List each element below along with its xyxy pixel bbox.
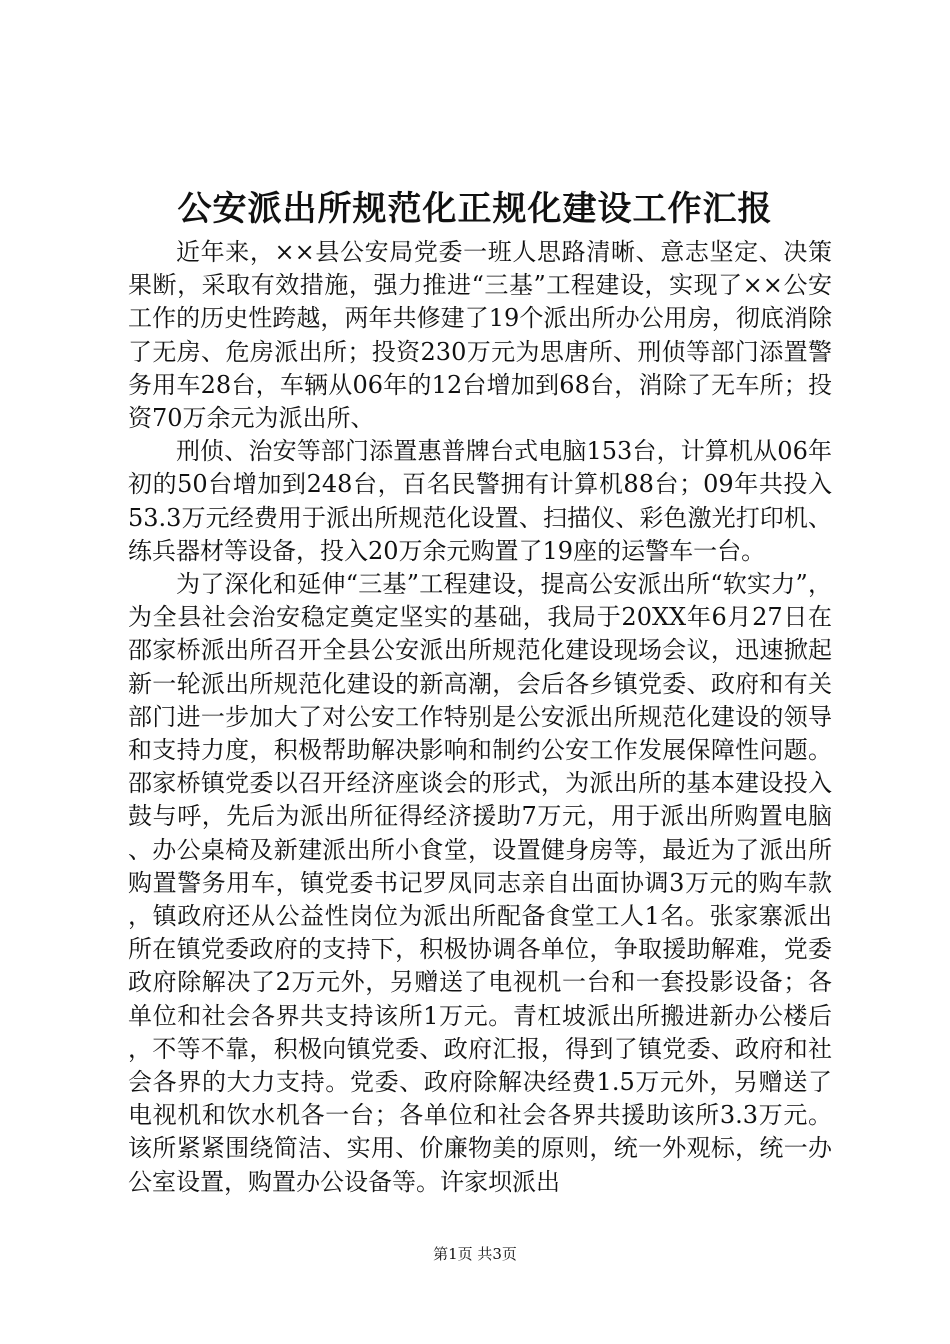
paragraph: 刑侦、治安等部门添置惠普牌台式电脑153台，计算机从06年初的50台增加到248台，百名民警拥有计算机88台；09年共投入53.3万元经费用于派出所规范化设置、扫描仪、彩色激光打印机、练兵器材等设备，投入20万余元购置了19座的运警车一台。 (128, 437, 832, 565)
page-number: 第1页 共3页 (433, 1245, 517, 1263)
page-footer (0, 1244, 950, 1264)
paragraph: 为了深化和延伸“三基”工程建设，提高公安派出所“软实力”，为全县社会治安稳定奠定坚实的基础，我局于20XX年6月27日在邵家桥派出所召开全县公安派出所规范化建设现场会议，迅速掀起新一轮派出所规范化建设的新高潮，会后各乡镇党委、政府和有关部门进一步加大了对公安工作特别是公安派出所规范化建设的领导和支持力度，积极帮助解决影响和制约公安工作发展保障性问题。邵家桥镇党委以召开经济座谈会的形式，为派出所的基本建设投入鼓与呼，先后为派出所征得经济援助7万元，用于派出所购置电脑、办公桌椅及新建派出所小食堂，设置健身房等，最近为了派出所购置警务用车，镇党委书记罗凤同志亲自出面协调3万元的购车款，镇政府还从公益性岗位为派出所配备食堂工人1名。张家寨派出所在镇党委政府的支持下，积极协调各单位，争取援助解难，党委政府除解决了2万元外，另赠送了电视机一台和一套投影设备；各单位和社会各界共支持该所1万元。青杠坡派出所搬进新办公楼后，不等不靠，积极向镇党委、政府汇报，得到了镇党委、政府和社会各界的大力支持。党委、政府除解决经费1.5万元外，另赠送了电视机和饮水机各一台；各单位和社会各界共援助该所3.3万元。该所紧紧围绕简洁、实用、价廉物美的原则，统一外观标，统一办公室设置，购置办公设备等。许家坝派出 (128, 570, 832, 1196)
paragraph: 近年来，××县公安局党委一班人思路清晰、意志坚定、决策果断，采取有效措施，强力推进“三基”工程建设，实现了××公安工作的历史性跨越，两年共修建了19个派出所办公用房，彻底消除了无房、危房派出所；投资230万元为思唐所、刑侦等部门添置警务用车28台，车辆从06年的12台增加到68台，消除了无车所；投资70万余元为派出所、 (128, 238, 832, 433)
document-body (128, 236, 832, 1199)
document-title: 公安派出所规范化正规化建设工作汇报 (177, 189, 773, 229)
